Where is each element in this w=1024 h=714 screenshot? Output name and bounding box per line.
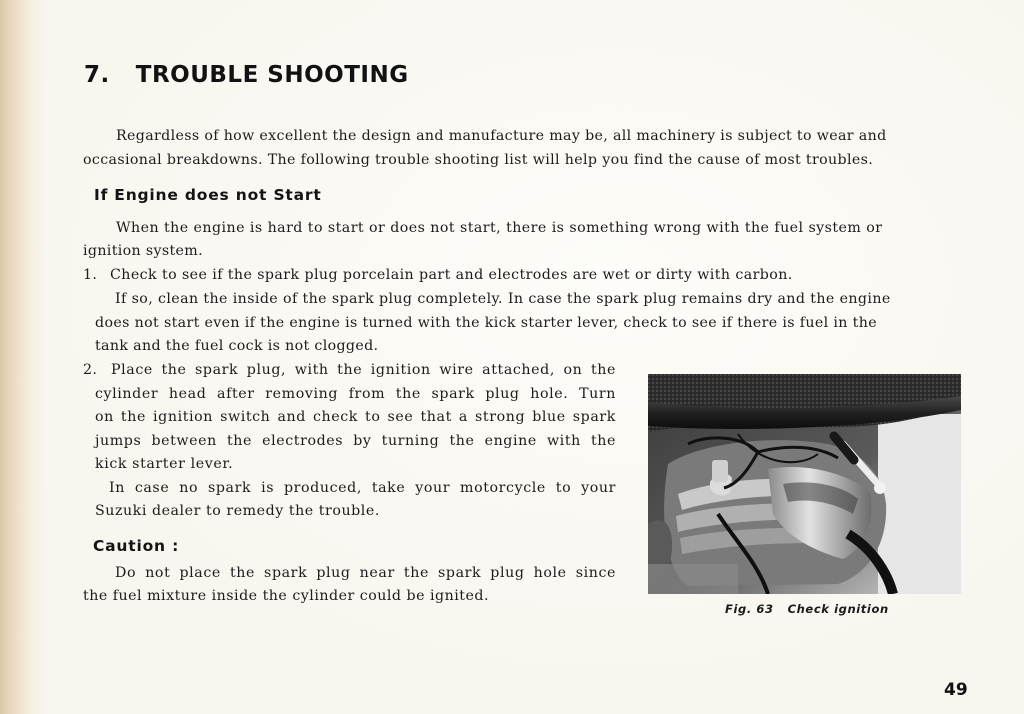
figure-caption bbox=[725, 602, 889, 616]
caution-heading: Caution : bbox=[93, 537, 180, 555]
page-number: 49 bbox=[944, 680, 968, 700]
engine-photo bbox=[648, 374, 961, 594]
item-2-line-3: on the ignition switch and check to see that a strong blue spark bbox=[95, 409, 616, 426]
item-2-line-2: cylinder head after removing from the spark plug hole. Turn bbox=[95, 386, 616, 402]
caution-line-1: Do not place the spark plug near the spark plug hole since bbox=[115, 565, 616, 581]
item-2-line-6: In case no spark is produced, take your motorcycle to your bbox=[109, 480, 616, 496]
engine-heading: If Engine does not Start bbox=[94, 186, 322, 204]
item-2-body bbox=[95, 383, 616, 477]
item-2-followup bbox=[109, 477, 616, 500]
section-heading bbox=[84, 62, 409, 88]
item-2-number: 2. bbox=[83, 362, 98, 378]
intro-line-2: occasional breakdowns. The following trouble shooting list will help you find the cause of most troubles. bbox=[83, 152, 874, 168]
item-1-line-4: tank and the fuel cock is not clogged. bbox=[95, 338, 379, 354]
engine-intro-line-2: ignition system. bbox=[83, 243, 203, 259]
item-1-line-3: does not start even if the engine is turned with the kick starter lever, check to see if there is fuel in the bbox=[95, 315, 877, 331]
figure-caption-text: Check ignition bbox=[787, 602, 889, 616]
item-2-line-1: Place the spark plug, with the ignition wire attached, on the bbox=[111, 362, 616, 378]
caution-line-2: the fuel mixture inside the cylinder could be ignited. bbox=[83, 588, 489, 604]
item-2-first-row bbox=[111, 359, 616, 382]
item-1-number: 1. bbox=[83, 267, 98, 283]
item-1-line-2: If so, clean the inside of the spark plug completely. In case the spark plug remains dry and the engine bbox=[115, 291, 891, 307]
section-title: TROUBLE SHOOTING bbox=[135, 62, 409, 88]
engine-intro-line-1: When the engine is hard to start or does not start, there is something wrong with the fuel system or bbox=[116, 220, 883, 236]
item-2-line-4: jumps between the electrodes by turning the engine with the bbox=[95, 432, 616, 449]
item-2-line-5: kick starter lever. bbox=[95, 456, 234, 473]
item-2-line-7: Suzuki dealer to remedy the trouble. bbox=[95, 503, 380, 519]
caution-first-row bbox=[115, 562, 616, 585]
section-number: 7. bbox=[84, 62, 110, 88]
engine-photo-illustration bbox=[648, 374, 961, 594]
intro-line-1: Regardless of how excellent the design and manufacture may be, all machinery is subject to wear and bbox=[116, 128, 887, 144]
figure-number: Fig. 63 bbox=[725, 602, 774, 616]
item-1-line-1: Check to see if the spark plug porcelain part and electrodes are wet or dirty with carbon. bbox=[110, 267, 793, 283]
binding-shadow bbox=[0, 0, 46, 714]
